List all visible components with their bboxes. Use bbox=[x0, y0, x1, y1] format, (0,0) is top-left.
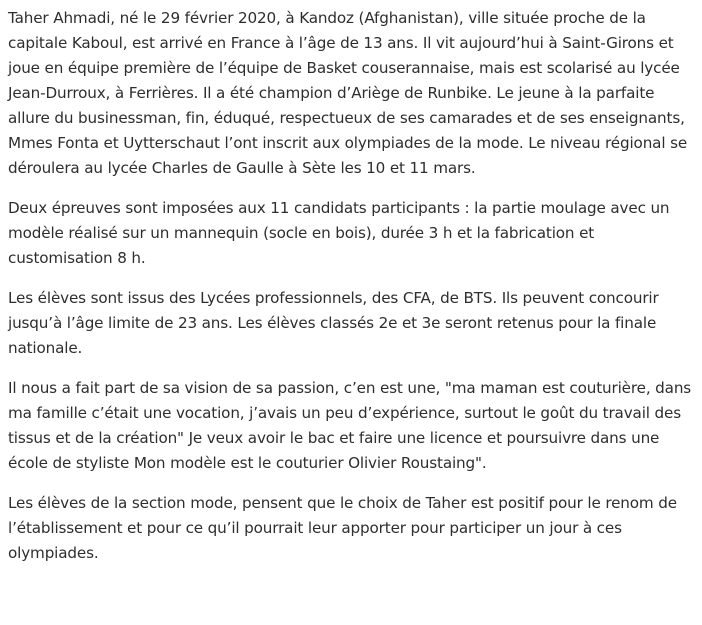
paragraph-conclusion: Les élèves de la section mode, pensent que le choix de Taher est positif pour le renom de l’établissement et pour ce qu’il pourrait leur apporter pour participer un jour à ces olympiades. bbox=[8, 494, 677, 562]
paragraph-intro: Taher Ahmadi, né le 29 février 2020, à Kandoz (Afghanistan), ville située proche de la capitale Kaboul, est arrivé en France à l’âge de 13 ans. Il vit aujourd’hui à Saint-Girons et joue en équipe première de l’équipe de Basket couserannaise, mais est scolarisé au lycée Jean-Durroux, à Ferrières. Il a été champion d’Ariège de Runbike. Le jeune à la parfaite allure du businessman, fin, éduqué, respectueux de ses camarades et de ses enseignants, Mmes Fonta et Uytterschaut l’ont inscrit aux olympiades de la mode. Le niveau régional se déroulera au lycée Charles de Gaulle à Sète les 10 et 11 mars. bbox=[8, 9, 688, 177]
paragraph-citation: Il nous a fait part de sa vision de sa passion, c’en est une, "ma maman est couturière, dans ma famille c’était une vocation, j’avais un peu d’expérience, surtout le goût du travail des tissus et de la création" Je veux avoir le bac et faire une licence et poursuivre dans une école de styliste Mon modèle est le couturier Olivier Roustaing". bbox=[8, 379, 692, 472]
paragraph-epreuves: Deux épreuves sont imposées aux 11 candidats participants : la partie moulage avec un modèle réalisé sur un mannequin (socle en bois), durée 3 h et la fabrication et customisation 8 h. bbox=[8, 199, 670, 267]
paragraph-eleves: Les élèves sont issus des Lycées professionnels, des CFA, de BTS. Ils peuvent concourir jusqu’à l’âge limite de 23 ans. Les élèves classés 2e et 3e seront retenus pour la finale nationale. bbox=[8, 289, 659, 357]
